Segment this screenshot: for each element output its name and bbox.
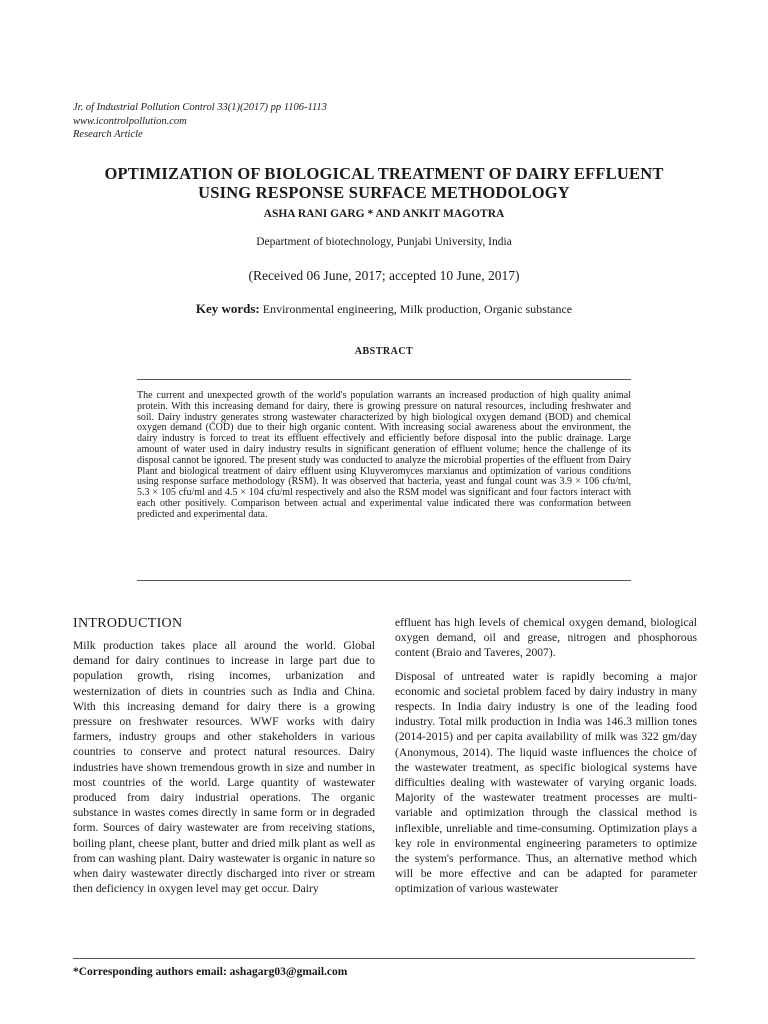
article-type: Research Article — [73, 129, 143, 140]
authors: ASHA RANI GARG * AND ANKIT MAGOTRA — [263, 208, 505, 220]
keywords-value: Environmental engineering, Milk production, Organic substance — [262, 302, 573, 316]
intro-paragraph-1: Milk production takes place all around the world. Global demand for dairy continues to increase in large part due to population growth, rising incomes, urbanization and westernization of diets in countries such as India and China. With this increasing demand for dairy there is a growing pressure on freshwater resources. WWF works with dairy farmers, industry groups and other stakeholders in various countries to conserve and protect natural resources. Dairy industries have shown tremendous growth in size and number in most countries of the world. Large quantity of wastewater produced from dairy industrial operations. The organic substance in wastes comes directly in same form or in degraded form. Sources of dairy wastewater are from receiving stations, boiling plant, cheese plant, butter and dried milk plant as well as from can washing plant. Dairy wastewater is organic in nature so when dairy wastewater directly discharged into river or stream then deficiency in oxygen level may get occur. Dairy — [73, 639, 375, 896]
right-column — [395, 615, 697, 905]
journal-citation: Jr. of Industrial Pollution Control 33(1)(2017) pp 1106-1113 — [73, 102, 327, 113]
corresponding-author-footnote: *Corresponding authors email: ashagarg03@gmail.com — [73, 966, 348, 978]
intro-paragraph-2: effluent has high levels of chemical oxygen demand, biological oxygen demand, oil and grease, nitrogen and phosphorous content (Braio and Taveres, 2007). — [395, 616, 697, 660]
paper-title — [40, 164, 728, 202]
abstract-heading: ABSTRACT — [354, 346, 414, 357]
affiliation: Department of biotechnology, Punjabi University, India — [256, 236, 512, 248]
received-dates: (Received 06 June, 2017; accepted 10 June, 2017) — [248, 268, 520, 283]
journal-website: www.icontrolpollution.com — [73, 115, 187, 127]
intro-paragraph-3: Disposal of untreated water is rapidly becoming a major economic and societal problem faced by dairy industry in many respects. In India dairy industry is one of the leading food industry. Total milk production in India was 146.3 million tones (2014-2015) and per capita availability of milk was 322 gm/day (Anonymous, 2014). The liquid waste influences the choice of the wastewater treatment, as specific biological systems have difficulties dealing with wastewater of varying organic loads. Majority of the wastewater treatment processes are multi-variable and optimization through the classical method is inflexible, unreliable and time-consuming. Optimization plays a key role in environmental engineering parameters to optimize the system's performance. Thus, an alternative method which will be more effective and can be adapted for parameter optimization of various wastewater — [395, 669, 697, 896]
keywords-label: Key words: — [195, 301, 260, 316]
title-line-2: USING RESPONSE SURFACE METHODOLOGY — [198, 183, 570, 202]
keywords — [40, 301, 728, 317]
abstract-bottom-rule — [137, 580, 631, 581]
footnote-rule — [73, 958, 695, 959]
abstract-top-rule — [137, 379, 631, 380]
title-line-1: OPTIMIZATION OF BIOLOGICAL TREATMENT OF DAIRY EFFLUENT — [104, 164, 664, 183]
abstract-body: The current and unexpected growth of the world's population warrants an increased production of high quality animal protein. With this increasing demand for dairy, there is growing pressure on natural resources, including freshwater and soil. Dairy industry generates strong wastewater characterized by high biological oxygen demand (BOD) and chemical oxygen demand (COD) due to their high organic content. With increasing social awareness about the environment, the dairy industry is forced to treat its effluent effectively and efficiently before disposal into the public drainage. Large amount of water used in dairy industry results in significant generation of effluent volume; hence the challenge of its disposal cannot be ignored. The present study was conducted to analyze the microbial properties of the effluent from Dairy Plant and biological treatment of dairy effluent using Kluyveromyces marxianus and optimization of various conditions using response surface methodology (RSM). It was observed that bacteria, yeast and fungal count was 3.9 × 106 cfu/ml, 5.3 × 105 cfu/ml and 4.5 × 104 cfu/ml respectively and also the RSM model was significant and four factors interact with each other positively. Comparison between actual and experimental value indicated there was conformation between predicted and experimental data. — [137, 390, 631, 520]
left-column — [73, 615, 375, 904]
journal-header — [73, 101, 327, 142]
introduction-heading: INTRODUCTION — [73, 616, 183, 631]
